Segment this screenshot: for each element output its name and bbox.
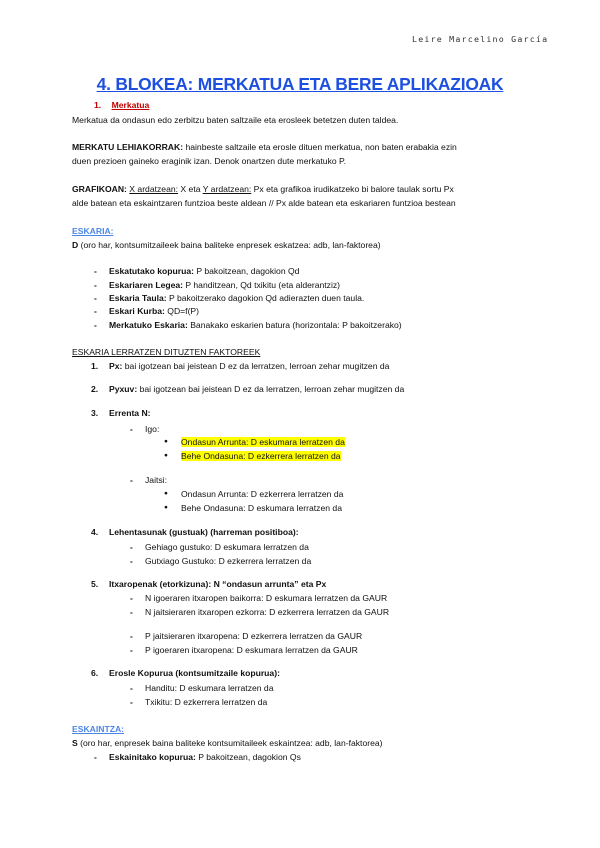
list-item: - Gutxiago Gustuko: D ezkerrera lerratzen da xyxy=(145,556,311,566)
list-item: - Eskari Kurba: QD=f(P) xyxy=(109,306,199,316)
lehiakorra-label: MERKATU LEHIAKORRAK: xyxy=(72,142,184,152)
list-item: ● Ondasun Arrunta: D ezkerrera lerratzen da xyxy=(181,489,343,499)
list-item: ● Behe Ondasuna: D ezkerrera lerratzen da xyxy=(181,451,341,461)
eskaria-heading: ESKARIA: xyxy=(72,226,114,236)
page-title: 4. BLOKEA: MERKATUA ETA BERE APLIKAZIOAK xyxy=(96,74,504,94)
factor-5: 5. Itxaropenak (etorkizuna): N “ondasun arrunta” eta Px xyxy=(91,579,327,589)
d-label: D xyxy=(72,240,79,250)
s-text: (oro har, enpresek baina baliteke kontsumitaileek eskaintzea: adb, lan-faktorea) xyxy=(77,738,383,748)
section-number: 1. xyxy=(94,100,102,110)
factor-2: 2. Pyxuv: bai igotzean bai jeistean D ez da lerratzen, lerroan zehar mugitzen da xyxy=(91,384,405,394)
list-item: ● Ondasun Arrunta: D eskumara lerratzen da xyxy=(181,437,345,447)
eskaintza-definition xyxy=(72,738,383,748)
d-text: (oro har, kontsumitzaileek baina baliteke enpresek eskatzea: adb, lan-faktorea) xyxy=(78,240,381,250)
grafikoan-line1 xyxy=(72,184,454,194)
section-heading xyxy=(94,100,149,110)
list-item: - Eskariaren Legea: P handitzean, Qd txikitu (eta alderantziz) xyxy=(109,280,340,290)
list-item: - Merkatuko Eskaria: Banakako eskarien batura (horizontala: P bakoitzerako) xyxy=(109,320,402,330)
eskaintza-heading: ESKAINTZA: xyxy=(72,724,125,734)
faktoreak-heading: ESKARIA LERRATZEN DITUZTEN FAKTOREEK xyxy=(72,347,261,357)
list-item: - Gehiago gustuko: D eskumara lerratzen da xyxy=(145,542,309,552)
list-item: - N jaitsieraren itxaropen ezkorra: D ezkerrera lerratzen da GAUR xyxy=(145,607,389,617)
jaitsi-label: - Jaitsi: xyxy=(145,475,167,485)
list-item: - Eskatutako kopurua: P bakoitzean, dagokion Qd xyxy=(109,266,299,276)
author-name: Leire Marcelino García xyxy=(412,34,549,44)
list-item: - Eskainitako kopurua: P bakoitzean, dagokion Qs xyxy=(109,752,301,762)
list-item: - P jaitsieraren itxaropena: D ezkerrera lerratzen da GAUR xyxy=(145,631,362,641)
lehiakorra-text: hainbeste saltzaile eta erosle dituen merkatua, non baten erabakia ezin xyxy=(183,142,457,152)
section-title: Merkatua xyxy=(111,100,150,110)
list-item: - Txikitu: D ezkerrera lerratzen da xyxy=(145,697,267,707)
factor-6: 6. Erosle Kopurua (kontsumitzaile kopurua): xyxy=(91,668,280,678)
x-axis-text: X eta xyxy=(178,184,203,194)
x-axis-label: X ardatzean: xyxy=(129,184,179,194)
igo-label: - Igo: xyxy=(145,424,159,434)
factor-1: 1. Px: bai igotzean bai jeistean D ez da lerratzen, lerroan zehar mugitzen da xyxy=(91,361,390,371)
list-item: ● Behe Ondasuna: D eskumara lerratzen da xyxy=(181,503,342,513)
grafikoan-label: GRAFIKOAN: xyxy=(72,184,127,194)
definition-text: Merkatua da ondasun edo zerbitzu baten saltzaile eta erosleek betetzen duten taldea. xyxy=(72,115,399,125)
list-item: - Eskaria Taula: P bakoitzerako dagokion Qd adierazten duen taula. xyxy=(109,293,364,303)
eskaria-definition xyxy=(72,240,381,250)
list-item: - N igoeraren itxaropen baikorra: D eskumara lerratzen da GAUR xyxy=(145,593,387,603)
grafikoan-text: Px eta grafikoa irudikatzeko bi balore taulak sortu Px xyxy=(251,184,454,194)
s-label: S xyxy=(72,738,78,748)
lehiakorra-line1 xyxy=(72,142,457,152)
factor-4: 4. Lehentasunak (gustuak) (harreman positiboa): xyxy=(91,527,299,537)
list-item: - P igoeraren itxaropena: D eskumara lerratzen da GAUR xyxy=(145,645,358,655)
y-axis-label: Y ardatzean: xyxy=(202,184,252,194)
lehiakorra-line2: duen prezioen gaineko eraginik izan. Denok onartzen dute merkatuko P. xyxy=(72,156,347,166)
grafikoan-line2: alde batean eta eskaintzaren funtzioa beste aldean // Px alde batean eta eskariaren funtzioa bestean xyxy=(72,198,456,208)
factor-3: 3. Errenta N: xyxy=(91,408,151,418)
list-item: - Handitu: D eskumara lerratzen da xyxy=(145,683,274,693)
